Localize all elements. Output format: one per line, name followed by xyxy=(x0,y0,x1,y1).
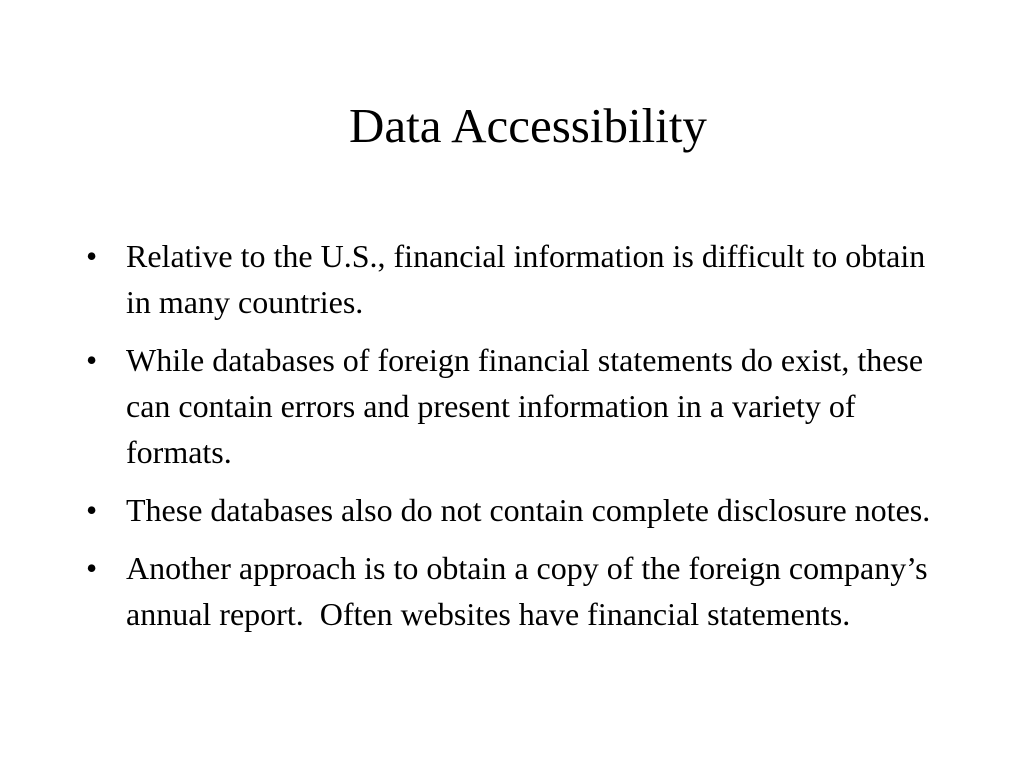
bullet-item xyxy=(86,487,956,533)
bullet-dot-icon: • xyxy=(86,342,98,378)
bullet-text: Another approach is to obtain a copy of the foreign company’s annual report. Often websites have financial statements. xyxy=(126,550,936,632)
bullet-text: These databases also do not contain complete disclosure notes. xyxy=(126,492,931,528)
bullet-list xyxy=(86,233,956,649)
bullet-dot-icon: • xyxy=(86,492,98,528)
bullet-dot-icon: • xyxy=(86,550,98,586)
bullet-dot-icon: • xyxy=(86,238,98,274)
slide-title: Data Accessibility xyxy=(349,98,707,153)
bullet-item xyxy=(86,545,956,637)
bullet-text: While databases of foreign financial statements do exist, these can contain errors and present information in a variety of formats. xyxy=(126,342,924,470)
bullet-item xyxy=(86,233,956,325)
bullet-item xyxy=(86,337,956,475)
bullet-text: Relative to the U.S., financial information is difficult to obtain in many countries. xyxy=(126,238,926,320)
